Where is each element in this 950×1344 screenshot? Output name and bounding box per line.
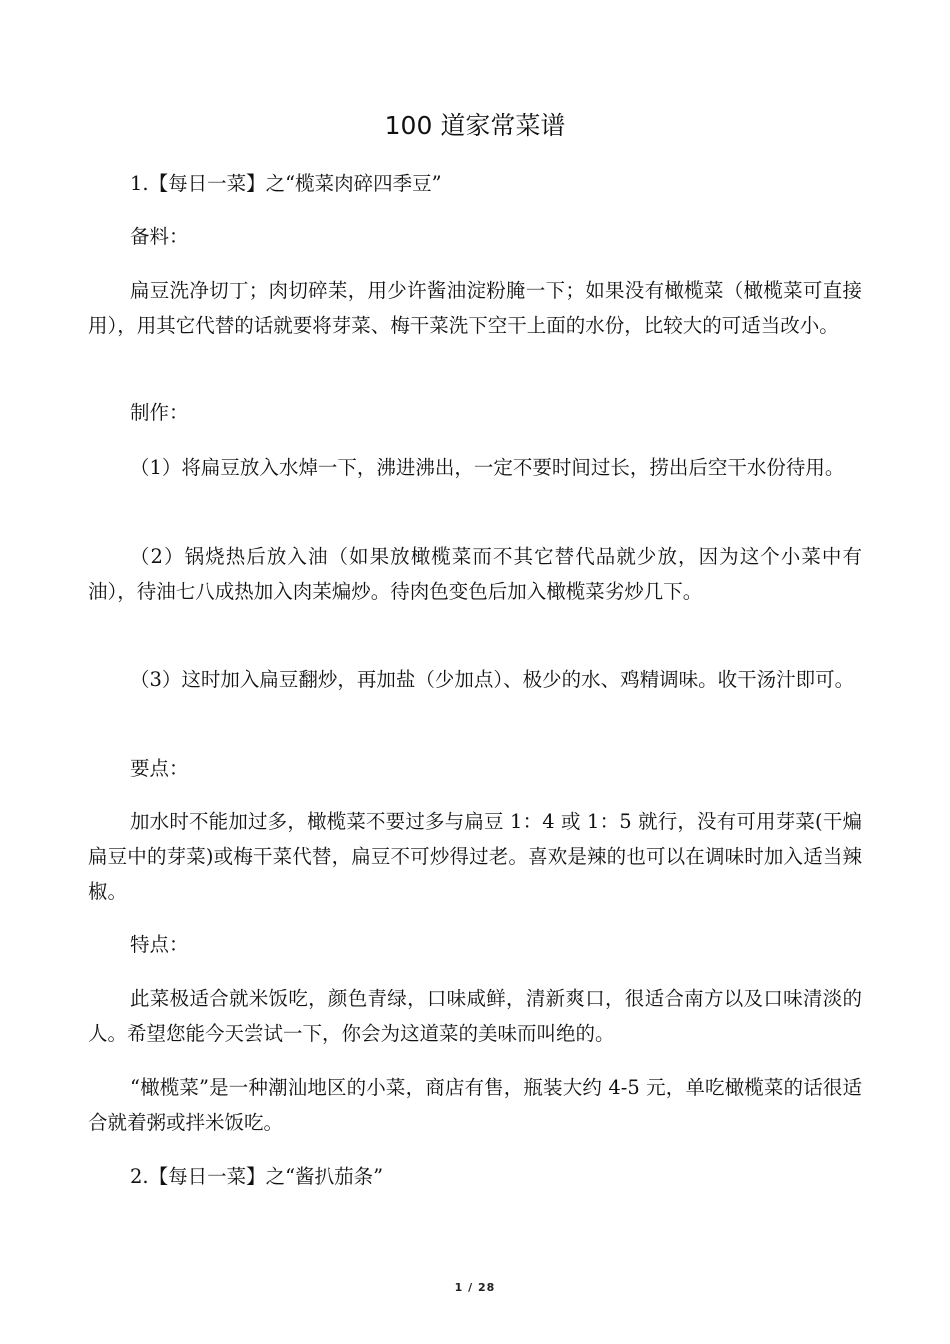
note-text: “橄榄菜”是一种潮汕地区的小菜，商店有售，瓶装大约 4-5 元，单吃橄榄菜的话很适合就着粥或拌米饭吃。 bbox=[88, 1076, 862, 1134]
section-label-tips: 要点： bbox=[130, 757, 189, 780]
recipe-heading-2: 2.【每日一菜】之“酱扒茄条” bbox=[130, 1165, 384, 1188]
tips-text: 加水时不能加过多，橄榄菜不要过多与扁豆 1：4 或 1：5 就行，没有可用芽菜(干煸扁豆中的芽菜)或梅干菜代替，扁豆不可炒得过老。喜欢是辣的也可以在调味时加入适当辣椒。 bbox=[88, 810, 862, 903]
section-label-ingredients: 备料： bbox=[130, 225, 189, 248]
recipe-heading-1: 1.【每日一菜】之“榄菜肉碎四季豆” bbox=[130, 172, 442, 195]
features-text: 此菜极适合就米饭吃，颜色青绿，口味咸鲜，清新爽口，很适合南方以及口味清淡的人。希望您能今天尝试一下，你会为这道菜的美味而叫绝的。 bbox=[88, 987, 862, 1045]
method-step-3: （3）这时加入扁豆翻炒，再加盐（少加点）、极少的水、鸡精调味。收干汤汁即可。 bbox=[130, 668, 855, 691]
page-indicator: 1 / 28 bbox=[454, 1281, 496, 1294]
section-label-features: 特点： bbox=[130, 933, 189, 956]
document-title: 100 道家常菜谱 bbox=[384, 111, 566, 140]
section-label-method: 制作： bbox=[130, 401, 189, 424]
ingredients-text: 扁豆洗净切丁；肉切碎苿，用少许酱油淀粉腌一下；如果没有橄榄菜（橄榄菜可直接用），用其它代替的话就要将芽菜、梅干菜洗下空干上面的水份，比较大的可适当改小。 bbox=[88, 279, 862, 337]
method-step-1: （1）将扁豆放入水焯一下，沸进沸出，一定不要时间过长，捞出后空干水份待用。 bbox=[130, 456, 845, 479]
method-step-2: （2）锅烧热后放入油（如果放橄榄菜而不其它替代品就少放，因为这个小菜中有油），待油七八成热加入肉苿煸炒。待肉色变色后加入橄榄菜劣炒几下。 bbox=[88, 545, 862, 603]
